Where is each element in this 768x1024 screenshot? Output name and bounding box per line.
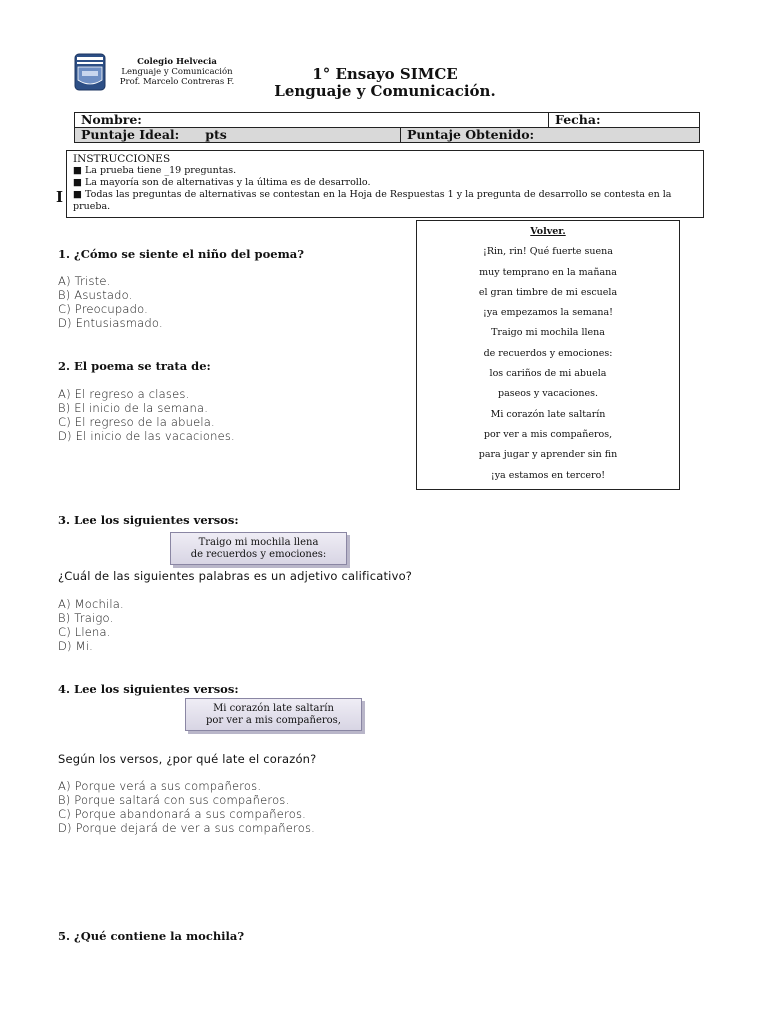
teacher-name: Prof. Marcelo Contreras F.	[119, 77, 235, 87]
question-2-options	[58, 387, 235, 443]
question-4-prompt: Según los versos, ¿por qué late el corazón?	[58, 752, 317, 766]
answer-option[interactable]: A) Porque verá a sus compañeros.	[58, 779, 262, 793]
question-3-heading: 3. Lee los siguientes versos:	[58, 513, 239, 527]
instruction-item: ■ La prueba tiene _19 preguntas.	[73, 165, 237, 176]
instructions-heading: INSTRUCCIONES	[73, 153, 171, 165]
exam-title: 1° Ensayo SIMCE	[312, 65, 458, 83]
name-label: Nombre:	[81, 112, 142, 127]
question-4-options	[58, 779, 315, 835]
poem-line: ¡ya estamos en tercero!	[490, 469, 606, 481]
question-3-options	[58, 597, 124, 653]
poem-line: ¡Rin, rin! Qué fuerte suena	[483, 246, 613, 258]
question-3-prompt: ¿Cuál de las siguientes palabras es un adjetivo calificativo?	[58, 569, 413, 583]
instruction-item: ■ Todas las preguntas de alternativas se contestan en la Hoja de Respuestas 1 y la pregunta de desarrollo se contesta en la prueba.	[73, 189, 672, 212]
question-1-heading: 1. ¿Cómo se siente el niño del poema?	[58, 247, 304, 261]
school-info	[112, 57, 242, 87]
poem-line: para jugar y aprender sin fin	[478, 449, 618, 461]
poem-box	[416, 220, 680, 490]
answer-option[interactable]: B) Asustado.	[58, 288, 133, 302]
instructions-box	[66, 150, 704, 218]
subject-name: Lenguaje y Comunicación	[121, 67, 233, 77]
answer-option[interactable]: C) El regreso de la abuela.	[58, 415, 215, 429]
date-label: Fecha:	[555, 112, 601, 127]
poem-line: paseos y vacaciones.	[498, 388, 598, 400]
exam-title-block	[260, 66, 510, 100]
school-name: Colegio Helvecia	[137, 57, 217, 67]
answer-option[interactable]: C) Preocupado.	[58, 302, 149, 316]
answer-option[interactable]: D) Porque dejará de ver a sus compañeros.	[58, 821, 316, 835]
answer-option[interactable]: B) El inicio de la semana.	[58, 401, 209, 415]
answer-option[interactable]: B) Porque saltará con sus compañeros.	[58, 793, 290, 807]
school-logo	[74, 53, 106, 91]
ideal-score-field	[75, 128, 401, 142]
question-4-heading: 4. Lee los siguientes versos:	[58, 682, 239, 696]
answer-option[interactable]: C) Porque abandonará a sus compañeros.	[58, 807, 307, 821]
date-field[interactable]	[549, 113, 699, 127]
poem-line: Mi corazón late saltarín	[490, 408, 606, 420]
obtained-score-label: Puntaje Obtenido:	[407, 127, 535, 142]
answer-option[interactable]: D) Entusiasmado.	[58, 316, 163, 330]
poem-line: el gran timbre de mi escuela	[478, 286, 618, 298]
poem-line: los cariños de mi abuela	[489, 368, 607, 380]
poem-line: de recuerdos y emociones:	[483, 347, 613, 359]
question-3-verses	[170, 532, 347, 565]
poem-line: por ver a mis compañeros,	[483, 428, 613, 440]
poem-line: ¡ya empezamos la semana!	[483, 307, 613, 319]
student-info-table	[74, 112, 700, 143]
verse-line: Traigo mi mochila llena	[198, 537, 319, 548]
verse-line: de recuerdos y emociones:	[190, 549, 327, 560]
ideal-score-unit: pts	[205, 127, 227, 142]
section-numeral: I	[56, 188, 64, 206]
obtained-score-field[interactable]	[401, 128, 699, 142]
poem-line: Traigo mi mochila llena	[491, 327, 605, 339]
ideal-score-label: Puntaje Ideal:	[81, 127, 180, 142]
verse-line: Mi corazón late saltarín	[213, 703, 334, 714]
question-5-heading: 5. ¿Qué contiene la mochila?	[58, 929, 245, 943]
answer-option[interactable]: C) Llena.	[58, 625, 111, 639]
verse-line: por ver a mis compañeros,	[206, 715, 341, 726]
question-1-options	[58, 274, 163, 330]
instruction-item: ■ La mayoría son de alternativas y la última es de desarrollo.	[73, 177, 371, 188]
answer-option[interactable]: A) Triste.	[58, 274, 111, 288]
answer-option[interactable]: A) Mochila.	[58, 597, 124, 611]
question-4-verses	[185, 698, 362, 731]
question-2-heading: 2. El poema se trata de:	[58, 359, 211, 373]
answer-option[interactable]: B) Traigo.	[58, 611, 114, 625]
poem-title: Volver.	[530, 226, 566, 237]
answer-option[interactable]: A) El regreso a clases.	[58, 387, 190, 401]
name-field[interactable]	[75, 113, 549, 127]
answer-option[interactable]: D) El inicio de las vacaciones.	[58, 429, 235, 443]
exam-subtitle: Lenguaje y Comunicación.	[274, 82, 496, 100]
poem-line: muy temprano en la mañana	[479, 266, 617, 278]
answer-option[interactable]: D) Mi.	[58, 639, 93, 653]
